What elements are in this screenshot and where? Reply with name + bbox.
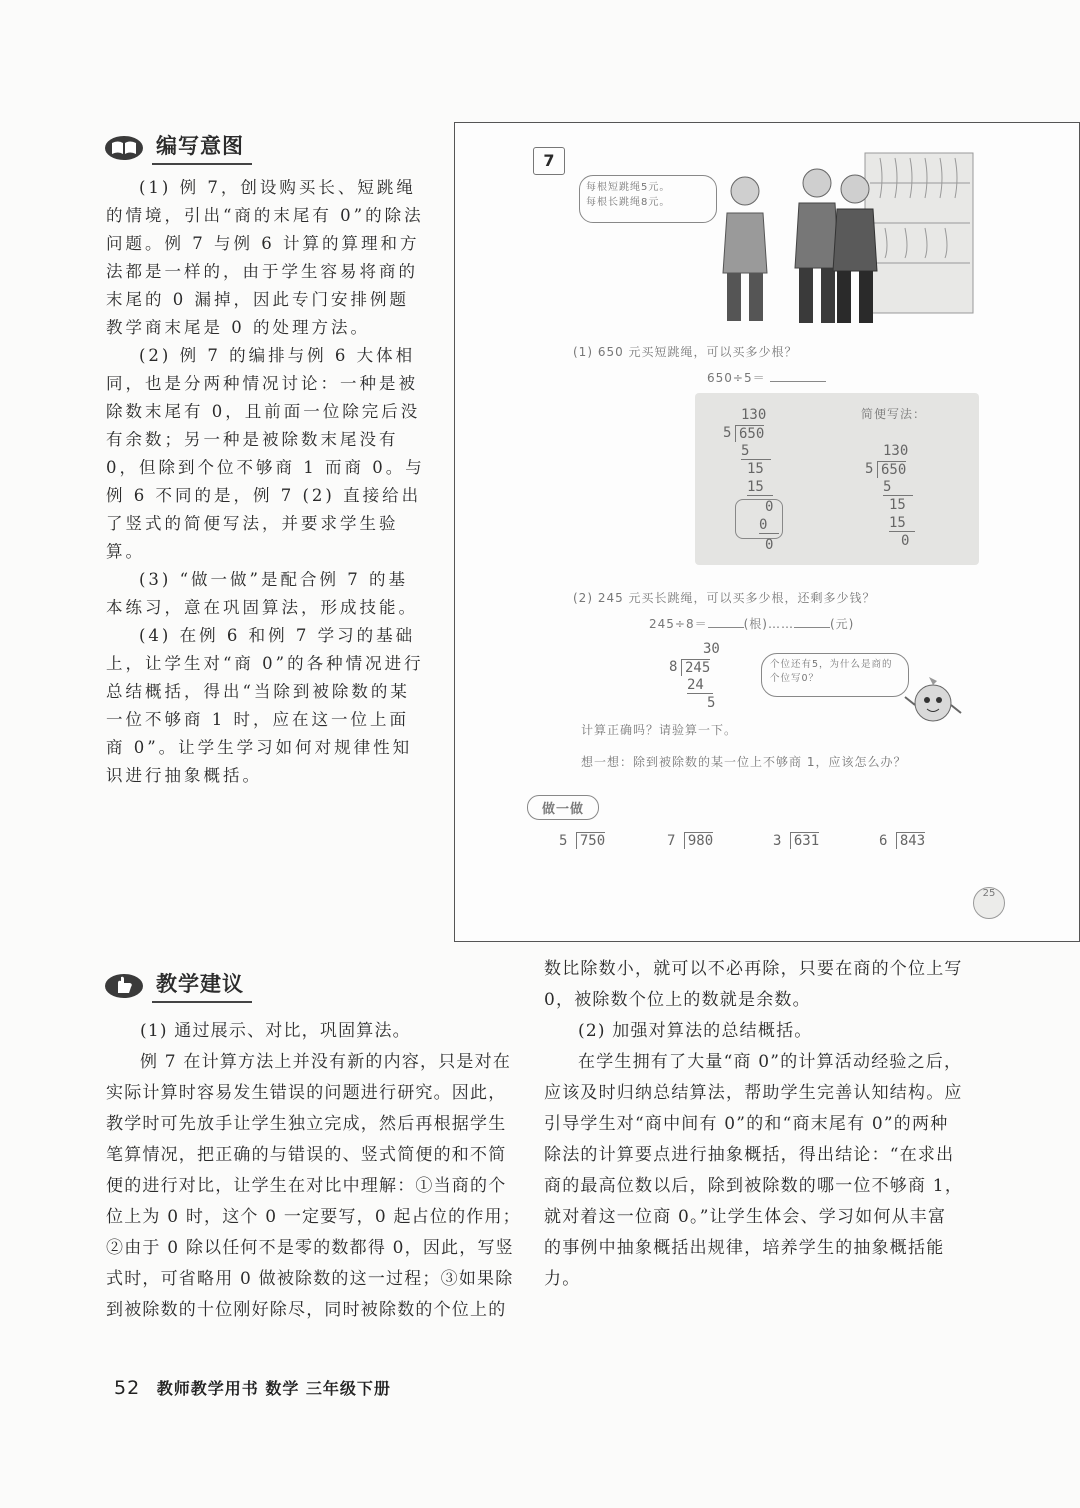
hand-icon xyxy=(104,973,144,999)
equation-1 xyxy=(707,369,826,386)
advice-paragraph-2: 例 7 在计算方法上并没有新的内容，只是对在实际计算时容易发生错误的问题进行研究。因此，教学时可先放手让学生独立完成，然后再根据学生笔算情况，把正确的与错误的、竖式简便的和不简便的进行对比，让学生在对比中理解：①当商的个位上为 0 时，这个 0 一定要写，0 起占位的作用；②由于 0 除以任何不是零的数都得 0，因此，写竖式时，可省略用 0 做被除数的这一过程；③如果除到被除数的十位刚好除尽，同时被除数的个位上的 xyxy=(106,1052,521,1320)
calc-a-step-5: 0 xyxy=(759,517,779,534)
practice-1-divisor: 5 xyxy=(559,833,568,849)
question-1: (1) 650 元买短跳绳，可以买多少根？ xyxy=(573,345,798,359)
calc-c-step-1: 24 xyxy=(687,677,713,694)
speech-line-1: 每根短跳绳5元。 xyxy=(586,182,671,193)
answer-blank-2 xyxy=(708,627,744,628)
calc-a-step-2: 15 xyxy=(747,461,764,477)
textbook-page-number: 25 xyxy=(973,887,1005,919)
calculation-panel xyxy=(695,393,979,565)
calc-c-quotient: 30 xyxy=(703,641,720,657)
calc-c-step-2: 5 xyxy=(707,695,716,711)
calc-a-step-3: 15 xyxy=(747,479,773,496)
example-number: 7 xyxy=(533,147,565,175)
calc-b-step-3: 15 xyxy=(889,515,915,532)
advice-left-column xyxy=(106,1016,524,1326)
practice-item-3 xyxy=(773,833,819,849)
calc-c-dividend: 245 xyxy=(681,659,710,676)
advice-paragraph-3: 数比除数小，就可以不必再除，只要在商的个位上写 0，被除数个位上的数就是余数。 xyxy=(544,959,963,1010)
advice-header xyxy=(104,968,252,1003)
intent-paragraph-4: (4) 在例 6 和例 7 学习的基础上，让学生对“商 0”的各种情况进行总结概括，得出“当除到被除数的某一位不够商 1 时，应在这一位上面商 0”。让学生学习如何对规律性知识进行抽象概括。 xyxy=(106,626,424,785)
think-prompt: 想一想：除到被除数的某一位上不够商 1，应该怎么办？ xyxy=(581,755,907,769)
practice-item-2 xyxy=(667,833,713,849)
book-icon xyxy=(104,135,144,161)
calc-a-step-1: 5 xyxy=(741,443,771,460)
advice-right-column xyxy=(544,954,964,1295)
calc-b-step-4: 0 xyxy=(901,533,910,549)
shopping-scene-illustration xyxy=(705,143,975,333)
calc-b-quotient: 130 xyxy=(883,443,909,459)
thought-bubble: 个位还有5，为什么是商的个位写0？ xyxy=(761,653,909,697)
page-footer xyxy=(114,1376,391,1399)
advice-paragraph-4: (2) 加强对算法的总结概括。 xyxy=(578,1021,813,1041)
practice-item-4 xyxy=(879,833,925,849)
advice-paragraph-5: 在学生拥有了大量“商 0”的计算活动经验之后，应该及时归纳总结算法，帮助学生完善认知结构。应引导学生对“商中间有 0”的和“商末尾有 0”的两种除法的计算要点进行抽象概括，得出结论：“在求出商的最高位数以后，除到被除数的哪一位不够商 1，就对着这一位商 0。”让学生体会、学习如何从丰富的事例中抽象概括出规律，培养学生的抽象概括能力。 xyxy=(544,1052,964,1289)
practice-3-divisor: 3 xyxy=(773,833,782,849)
equation-1-text: 650÷5＝ xyxy=(707,371,766,385)
practice-4-dividend: 843 xyxy=(896,832,925,849)
calc-a-divisor: 5 xyxy=(723,425,732,441)
advice-title: 教学建议 xyxy=(152,968,252,1003)
intent-paragraph-3: (3) “做一做”是配合例 7 的基本练习，意在巩固算法，形成技能。 xyxy=(106,570,418,617)
practice-label: 做一做 xyxy=(527,795,599,820)
textbook-figure xyxy=(454,122,1080,942)
question-2: (2) 245 元买长跳绳，可以买多少根，还剩多少钱？ xyxy=(573,591,876,605)
intent-header xyxy=(104,130,252,165)
answer-blank-1 xyxy=(770,381,826,382)
page-number: 52 xyxy=(114,1377,141,1399)
practice-1-dividend: 750 xyxy=(576,832,605,849)
calc-a-quotient: 130 xyxy=(741,407,767,423)
equation-2-left: 245÷8＝ xyxy=(649,617,708,631)
speech-line-2: 每根长跳绳8元。 xyxy=(586,197,671,208)
calc-b-step-1: 5 xyxy=(883,479,913,496)
practice-2-dividend: 980 xyxy=(684,832,713,849)
practice-2-divisor: 7 xyxy=(667,833,676,849)
mascot-illustration xyxy=(897,673,977,733)
equation-2-mid: (根)…… xyxy=(743,617,794,631)
equation-2 xyxy=(649,615,854,632)
calc-c-divisor: 8 xyxy=(669,659,678,675)
intent-paragraph-2: (2) 例 7 的编排与例 6 大体相同，也是分两种情况讨论：一种是被除数末尾有 0，且前面一位除完后没有余数；另一种是被除数末尾没有 0，但除到个位不够商 1 而商 0。与例 6 不同的是，例 7 (2) 直接给出了竖式的简便写法，并要求学生验算。 xyxy=(106,346,425,561)
practice-3-dividend: 631 xyxy=(790,832,819,849)
advice-paragraph-1: (1) 通过展示、对比，巩固算法。 xyxy=(140,1021,411,1041)
intent-title: 编写意图 xyxy=(152,130,252,165)
book-title: 教师教学用书 数学 三年级下册 xyxy=(156,1379,391,1398)
intent-body xyxy=(106,174,426,790)
calc-b-dividend: 650 xyxy=(877,461,906,478)
practice-4-divisor: 6 xyxy=(879,833,888,849)
simple-method-label: 简便写法： xyxy=(861,407,927,421)
practice-item-1 xyxy=(559,833,605,849)
equation-2-right: (元) xyxy=(829,617,855,631)
calc-a-step-4: 0 xyxy=(765,499,774,515)
answer-blank-3 xyxy=(794,627,830,628)
intent-paragraph-1: (1) 例 7，创设购买长、短跳绳的情境，引出“商的末尾有 0”的除法问题。例 7 与例 6 计算的算理和方法都是一样的，由于学生容易将商的末尾的 0 漏掉，因此专门安排例题教学商末尾是 0 的处理方法。 xyxy=(106,178,424,337)
calc-a-step-6: 0 xyxy=(765,537,774,553)
speech-bubble-kid xyxy=(579,175,717,223)
calc-b-step-2: 15 xyxy=(889,497,906,513)
calc-a-dividend: 650 xyxy=(735,425,764,442)
calc-b-divisor: 5 xyxy=(865,461,874,477)
verify-prompt: 计算正确吗？请验算一下。 xyxy=(581,723,738,737)
